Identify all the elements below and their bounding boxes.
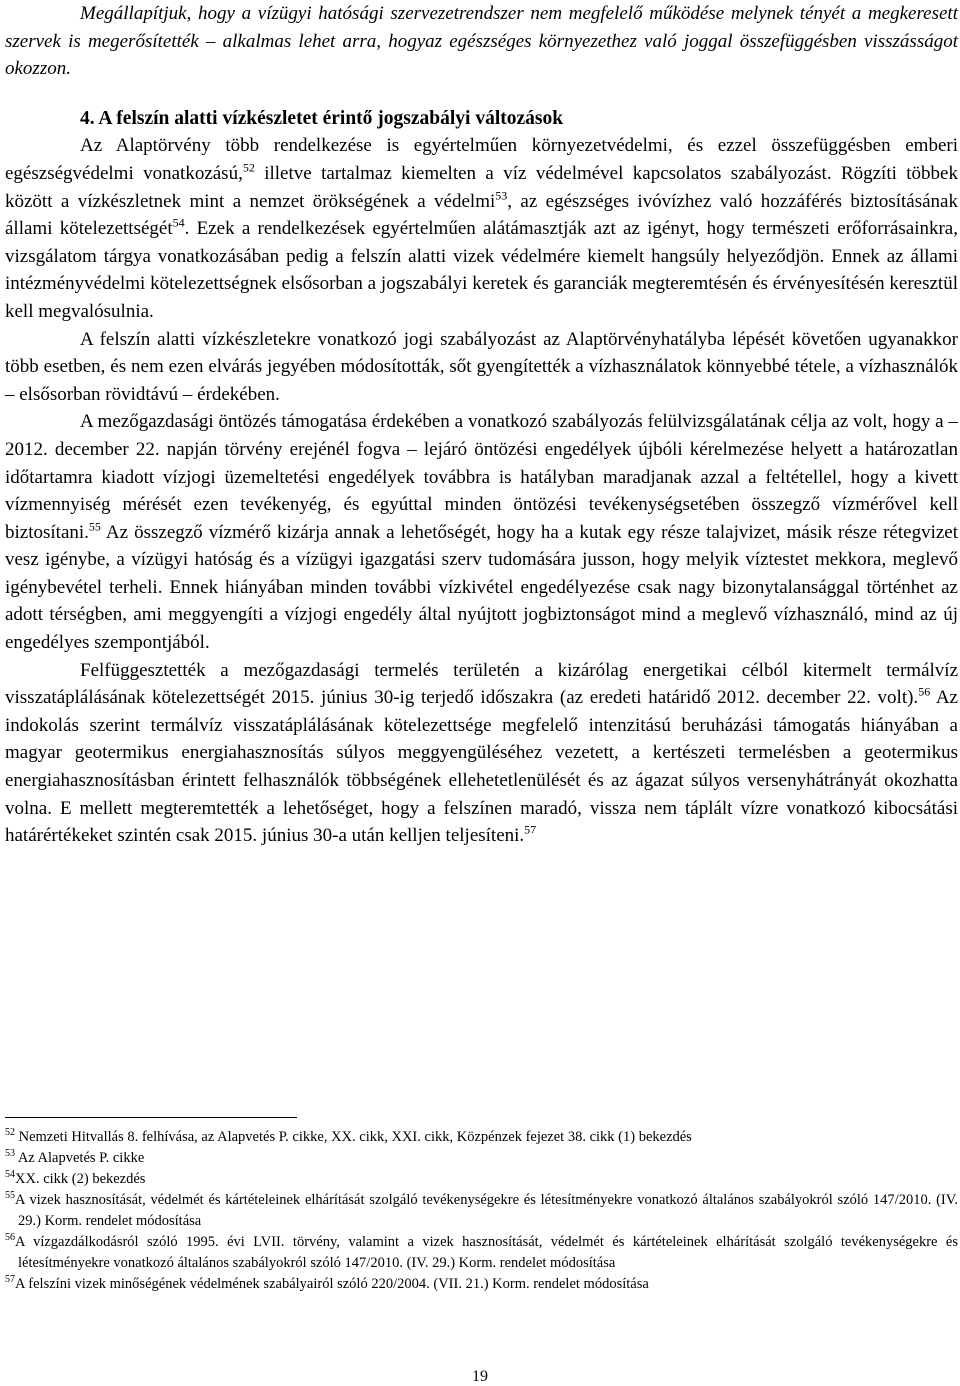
section-heading: 4. A felszín alatti vízkészletet érintő jogszabályi változások	[80, 107, 564, 129]
para1-text-b: illetve tartalmaz kiemelten a víz védelmével kapcsolatos szabályozást. Rögzíti többek között a vízkészletnek mint a nemzet örökségének a védelmi	[5, 162, 958, 212]
footnote-number: 56	[5, 1232, 15, 1244]
para3-text-a: A mezőgazdasági öntözés támogatása érdekében a vonatkozó szabályozás felülvizsgálatának célja az volt, hogy a – 2012. december 22. napján törvény erejénél fogva – lejáró öntözési engedélyek újbóli kérelmezése helyett a határozatlan időtartamra kiadott vízjogi üzemeltetési engedélyek továbbra is hatályban maradjanak azzal a feltétellel, hogy a kivett vízmennyiség mérését ezen tevékenyég, és egyúttal minden öntözési tevékenységsetében összegző vízmérővel kell biztosítani.	[5, 411, 958, 543]
paragraph-ontozes	[5, 408, 958, 656]
footnote-ref-57[interactable]: 57	[524, 822, 537, 837]
footnote-text: Az Alapvetés P. cikke	[15, 1150, 145, 1166]
footnote-54	[5, 1169, 958, 1190]
footnote-ref-56[interactable]: 56	[918, 684, 931, 699]
footnote-56	[5, 1232, 958, 1274]
footnote-ref-52[interactable]: 52	[242, 160, 255, 175]
paragraph-alaptorveny	[5, 132, 958, 325]
para1-text-d: . Ezek a rendelkezések egyértelműen alátámasztják azt az igényt, hogy természeti erőforrásainkra, vizsgálatom tárgya vonatkozásában pedig a felszín alatti vizek védelmére kiemelt hangsúly helyeződjön. Ennek az állami intézményvédelmi kötelezettségnek elsősorban a jogszabályi keretek és garanciák megteremtésén és érvényesítésén keresztül kell megvalósulnia.	[5, 218, 958, 322]
footnote-text: XX. cikk (2) bekezdés	[15, 1171, 146, 1187]
paragraph-termalviz	[5, 657, 958, 850]
footnote-text: Nemzeti Hitvallás 8. felhívása, az Alapvetés P. cikke, XX. cikk, XXI. cikk, Közpénzek fejezet 38. cikk (1) bekezdés	[15, 1129, 692, 1145]
footnote-text: A felszíni vizek minőségének védelmének szabályairól szóló 220/2004. (VII. 21.) Korm. rendelet módosítása	[15, 1276, 649, 1292]
footnotes	[5, 1127, 958, 1295]
footnote-separator	[5, 1117, 297, 1118]
para1-text-a: Az Alaptörvény több rendelkezése is egyértelműen környezetvédelmi, és ezzel összefüggésben emberi egészségvédelmi vonatkozású,	[5, 135, 958, 184]
footnote-number: 53	[5, 1148, 15, 1160]
para3-text-b: Az összegző vízmérő kizárja annak a lehetőségét, hogy ha a kutak egy része talajvizet, másik része rétegvizet vesz igénybe, a vízügyi hatóság és a vízügyi igazgatási szerv tudomására jusson, hogy melyik víztestet mekkora, meglevő igénybevétel terheli. Ennek hiányában minden további vízkivétel engedélyezése csak nagy bizonytalansággal történhet az adott térségben, ami meggyengíti a vízjogi engedély által nyújtott jogbiztonságot mind a meglevő vízhasználó, mind az új engedélyes szempontjából.	[5, 521, 958, 654]
footnote-number: 57	[5, 1274, 15, 1286]
footnote-53	[5, 1148, 958, 1169]
footnote-ref-55[interactable]: 55	[88, 519, 101, 534]
footnote-ref-53[interactable]: 53	[495, 188, 508, 203]
footnote-55	[5, 1190, 958, 1232]
footnote-52	[5, 1127, 958, 1148]
footnote-ref-54[interactable]: 54	[172, 215, 185, 230]
page-number: 19	[472, 1368, 488, 1385]
document-page	[5, 0, 958, 850]
footnote-text: A vízgazdálkodásról szóló 1995. évi LVII. törvény, valamint a vizek hasznosítását, védelmét és kártételeinek elhárítását szolgáló tevékenységekre és létesítményekre vonatkozó általános szabályokról szóló 147/2010. (IV. 29.) Korm. rendelet módosítása	[15, 1234, 958, 1271]
intro-paragraph: Megállapítjuk, hogy a vízügyi hatósági szervezetrendszer nem megfelelő működése melynek tényét a megkeresett szervek is megerősítették – alkalmas lehet arra, hogyaz egészséges környezethez való joggal összefüggésben visszásságot okozzon.	[5, 3, 958, 80]
footnote-number: 55	[5, 1190, 15, 1202]
footnote-text: A vizek hasznosítását, védelmét és kártételeinek elhárítását szolgáló tevékenységekre és létesítményekre vonatkozó általános szabályokról szóló 147/2010. (IV. 29.) Korm. rendelet módosítása	[15, 1192, 958, 1229]
para1-text-c: , az egészséges ivóvízhez való hozzáférés biztosításának állami kötelezettségét	[5, 190, 958, 240]
footnote-number: 52	[5, 1127, 15, 1139]
footnote-57	[5, 1274, 958, 1295]
para4-text-b: Az indokolás szerint termálvíz visszatáplálásának kötelezettsége megfelelő intenzitású beruházási támogatás hiányában a magyar geotermikus energiahasznosítás súlyos meggyengüléséhez vezetett, a kertészeti termelésben a geotermikus energiahasznosításban érintett felhasználók többségének ellehetetlenülését és az ágazat súlyos versenyhátrányát okozhatta volna. E mellett megteremtették a lehetőséget, hogy a felszínen maradó, vissza nem táplált vízre vonatkozó kibocsátási határértékeket szintén csak 2015. június 30-a után kelljen teljesíteni.	[5, 687, 958, 847]
para4-text-a: Felfüggesztették a mezőgazdasági termelés területén a kizárólag energetikai célból kitermelt termálvíz visszatáplálásának kötelezettségét 2015. június 30-ig terjedő időszakra (az eredeti határidő 2012. december 22. volt).	[5, 659, 958, 709]
footnote-number: 54	[5, 1169, 15, 1181]
paragraph-szabalyozas: A felszín alatti vízkészletekre vonatkozó jogi szabályozást az Alaptörvényhatályba lépését követően ugyanakkor több esetben, és nem ezen elvárás jegyében módosították, sőt gyengítették a vízhasználatok könnyebbé tétele, a vízhasználók – elsősorban rövidtávú – érdekében.	[5, 328, 958, 405]
